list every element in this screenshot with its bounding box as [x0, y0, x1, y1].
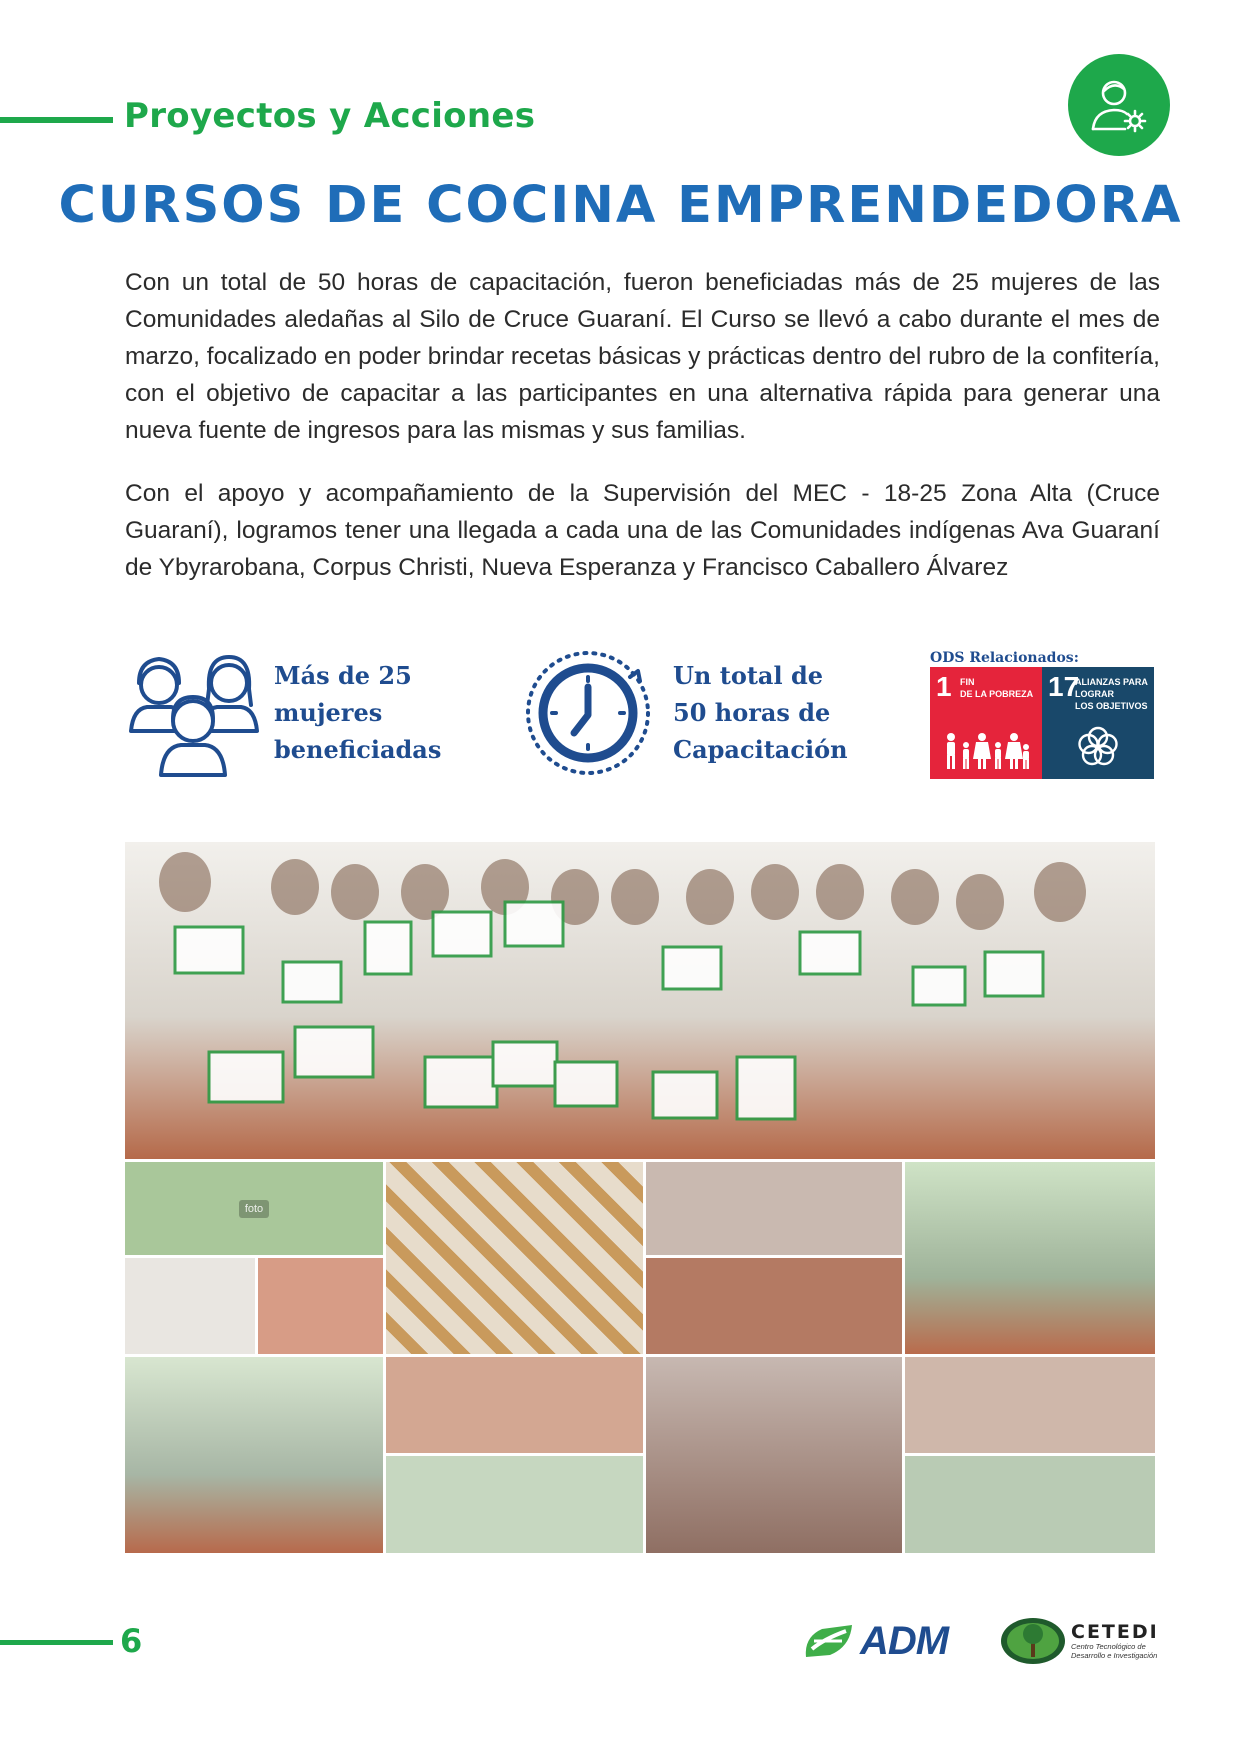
event-photo: [905, 1162, 1155, 1354]
ods-goal-name-line: ALIANZAS PARA: [1075, 677, 1148, 687]
ods-goal-17: [1042, 667, 1154, 779]
ods-goal-number: 17: [1048, 671, 1080, 702]
support-paragraph: Con el apoyo y acompañamiento de la Supervisión del MEC - 18-25 Zona Alta (Cruce Guaraní), logramos tener una llegada a cada una de las Comunidades indígenas Ava Guaraní de Ybyrarobana, Corpus Christi, Nueva Esperanza y Francisco Caballero Álvarez: [125, 480, 1160, 581]
event-photo: [386, 1456, 643, 1553]
ods-goal-name: [1075, 676, 1148, 712]
cetedi-text: [1071, 1622, 1159, 1660]
ods-goal-name-line: LOGRAR: [1075, 689, 1114, 699]
ods-goal-name: [960, 676, 1033, 700]
adm-logo: [802, 1620, 948, 1662]
event-photo: [646, 1357, 902, 1553]
page-title: CURSOS DE COCINA EMPRENDEDORA: [58, 176, 1183, 235]
ods-goal-number: 1: [936, 671, 952, 702]
cetedi-logo: [1000, 1617, 1159, 1665]
flower-rings-icon: [1042, 723, 1154, 771]
ods-goal-name-line: FIN: [960, 677, 975, 687]
stat-hours-line: Un total de: [673, 661, 823, 690]
event-photo: [386, 1357, 643, 1453]
stat-women-line: mujeres: [274, 698, 383, 727]
stat-hours-line: 50 horas de: [673, 698, 831, 727]
family-icon: [930, 731, 1042, 771]
cetedi-name: CETEDI: [1071, 1621, 1159, 1643]
stat-women-line: Más de 25: [274, 661, 412, 690]
group-photo-graduates: [125, 842, 1155, 1159]
event-photo: [905, 1357, 1155, 1453]
event-photo: [905, 1456, 1155, 1553]
event-photo: [646, 1258, 902, 1354]
ods-goal-name-line: LOS OBJETIVOS: [1075, 701, 1148, 711]
event-photo: [646, 1162, 902, 1255]
ods-goal-1: [930, 667, 1042, 779]
stat-hours-line: Capacitación: [673, 735, 848, 764]
event-photo: [125, 1162, 383, 1255]
ods-label: ODS Relacionados:: [930, 650, 1079, 666]
footer-accent-line: [0, 1640, 113, 1645]
photo-placeholder-tag: foto: [239, 1200, 269, 1218]
stat-women: [274, 657, 441, 768]
event-photo: [125, 1357, 383, 1553]
cetedi-tree-icon: [1000, 1617, 1066, 1665]
ods-goal-name-line: DE LA POBREZA: [960, 689, 1034, 699]
stat-hours: [673, 657, 848, 768]
cetedi-subtitle-line: Centro Tecnológico de: [1071, 1642, 1146, 1651]
header-accent-line: [0, 117, 113, 123]
adm-logo-text: ADM: [860, 1618, 949, 1663]
person-gear-icon: [1068, 54, 1170, 156]
page-number: 6: [120, 1622, 143, 1660]
intro-paragraph: Con un total de 50 horas de capacitación, fueron beneficiadas más de 25 mujeres de las Comunidades aledañas al Silo de Cruce Guaraní. El Curso se llevó a cabo durante el mes de marzo, focalizado en poder brindar recetas básicas y prácticas dentro del rubro de la confitería, con el objetivo de capacitar a las participantes en una alternativa rápida para generar una nueva fuente de ingresos para las mismas y sus familias.: [125, 269, 1160, 444]
clock-icon: [522, 647, 654, 783]
women-group-icon: [125, 647, 261, 783]
pastries-photo: [386, 1162, 643, 1354]
adm-leaf-icon: [802, 1623, 854, 1659]
cetedi-subtitle-line: Desarrollo e Investigación: [1071, 1651, 1158, 1660]
event-photo: [258, 1258, 383, 1354]
section-title: Proyectos y Acciones: [124, 96, 536, 136]
event-photo: [125, 1258, 255, 1354]
stat-women-line: beneficiadas: [274, 735, 442, 764]
